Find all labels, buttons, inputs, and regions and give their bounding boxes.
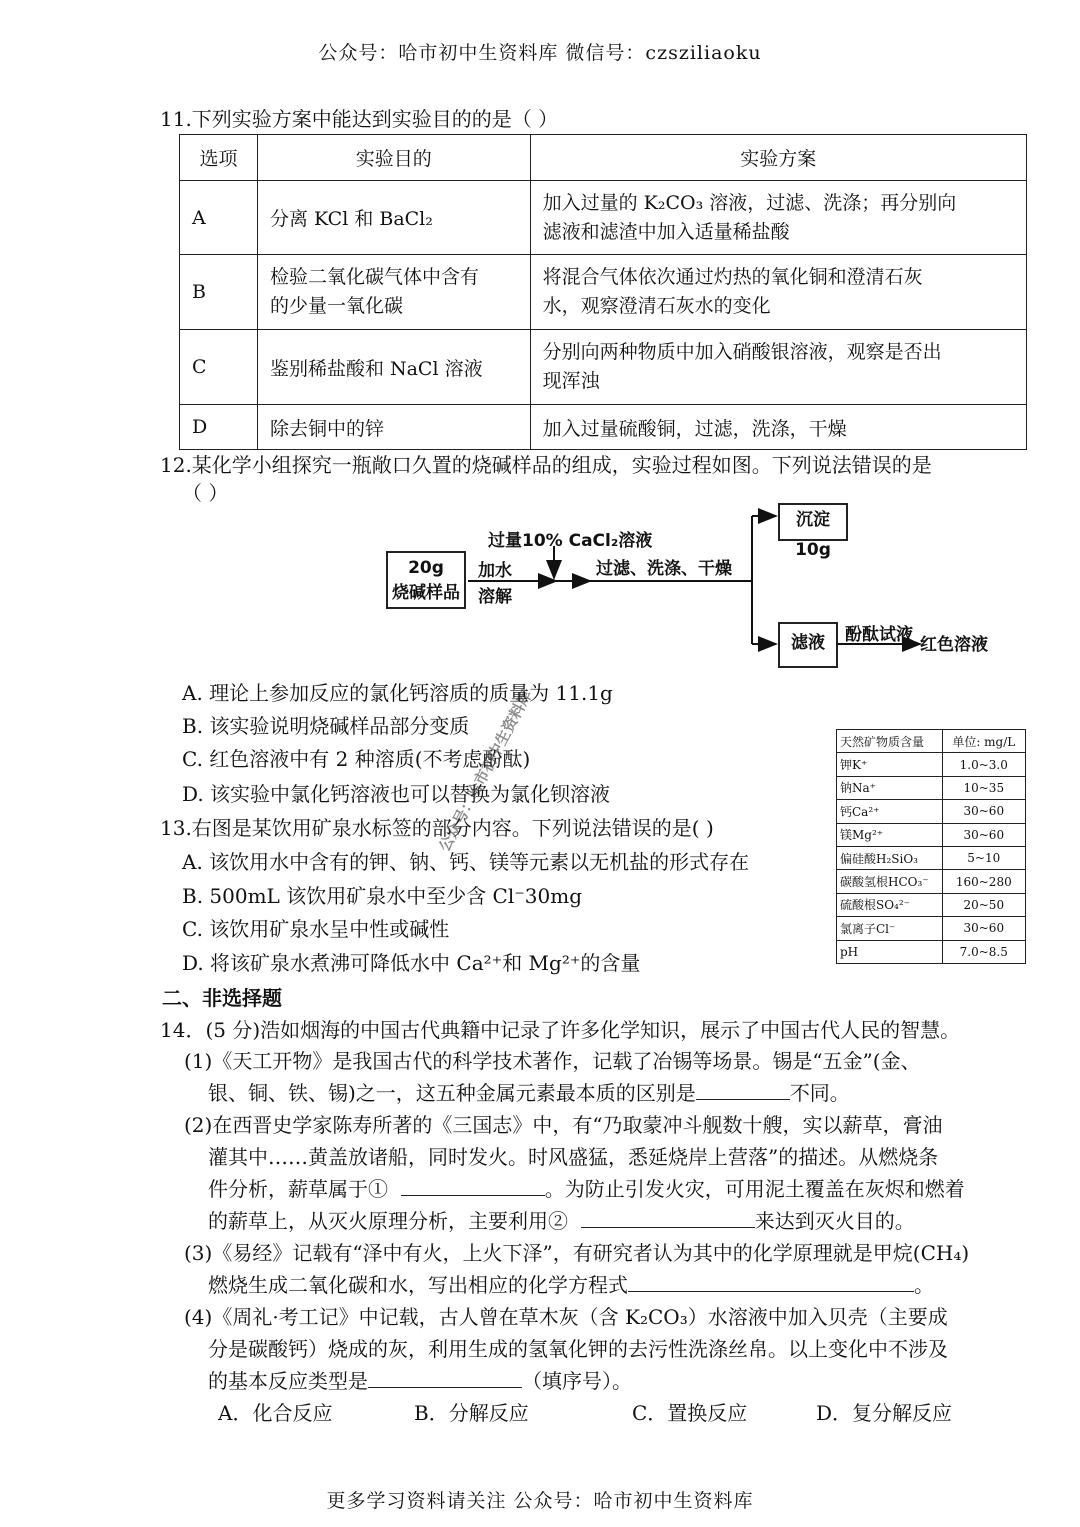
result-label: 红色溶液 [920, 635, 988, 655]
page-header: 公众号：哈市初中生资料库 微信号：czsziliaoku [318, 42, 762, 64]
q11-row-b-option: B [180, 255, 258, 330]
step-filter-label: 过滤、洗涤、干燥 [596, 559, 732, 579]
q14-p2-line1: (2)在西晋史学家陈寿所著的《三国志》中，有“乃取蒙冲斗舰数十艘，实以薪草，膏油 [184, 1113, 943, 1137]
q11-row-c-option: C [180, 330, 258, 405]
q11-row-b-goal-line: 检验二氧化碳气体中含有 [269, 266, 479, 288]
precipitate-box: 沉淀10g [778, 503, 848, 541]
mineral-row [837, 940, 1026, 963]
q11-row-a-goal: 分离 KCl 和 BaCl₂ [257, 181, 530, 255]
mineral-row [837, 870, 1026, 893]
reagent-label: 过量10% CaCl₂溶液 [488, 531, 653, 551]
mineral-name: 碳酸氢根HCO₃⁻ [837, 870, 943, 893]
q12-option-d: D. 该实验中氯化钙溶液也可以替换为氯化钡溶液 [182, 782, 611, 806]
mineral-header-unit: 单位: mg/L [942, 730, 1025, 753]
page-footer: 更多学习资料请关注 公众号：哈市初中生资料库 [326, 1490, 754, 1512]
q14-p2-text4: 的薪草上，从灭火原理分析，主要利用② [208, 1209, 568, 1233]
q14-p2-text3: 件分析，薪草属于① [208, 1177, 388, 1201]
q13-stem: 13.右图是某饮用矿泉水标签的部分内容。下列说法错误的是( ) [160, 816, 714, 840]
q11-row-c-plan-line2: 现浑浊 [542, 370, 600, 392]
mineral-row [837, 800, 1026, 823]
q14-p4-line3 [208, 1366, 632, 1396]
q11-row-a-plan-line1: 加入过量的 K₂CO₃ 溶液，过滤、洗涤；再分别向 [542, 191, 957, 214]
mineral-label-table [836, 729, 1026, 964]
mineral-row [837, 917, 1026, 940]
mineral-name: pH [837, 940, 943, 963]
mineral-row [837, 753, 1026, 776]
q14-choice-a: A．化合反应 [218, 1401, 333, 1425]
step-add-water: 加水 [478, 561, 512, 581]
q12-option-c: C. 红色溶液中有 2 种溶质(不考虑酚酞) [182, 747, 531, 771]
answer-blank-5[interactable] [368, 1367, 522, 1388]
q11-header-plan: 实验方案 [530, 135, 1026, 181]
q11-stem: 11.下列实验方案中能达到实验目的的是（ ） [160, 107, 559, 131]
q14-p2-line4 [208, 1206, 915, 1236]
q11-header-option: 选项 [180, 135, 258, 181]
q12-option-a: A. 理论上参加反应的氯化钙溶质的质量为 11.1g [182, 681, 613, 705]
q14-p3-tail: 。 [914, 1273, 934, 1297]
q11-row-b-goal-line: 的少量一氧化碳 [269, 295, 403, 317]
mineral-name: 氯离子Cl⁻ [837, 917, 943, 940]
q14-p2-line2: 灌其中……黄盖放诸船，同时发火。时风盛猛，悉延烧岸上营落”的描述。从燃烧条 [208, 1145, 939, 1169]
q11-row-d-plan: 加入过量硫酸铜，过滤，洗涤，干燥 [530, 405, 1026, 450]
q13-option-c: C. 该饮用矿泉水呈中性或碱性 [182, 917, 450, 941]
mineral-name: 钾K⁺ [837, 753, 943, 776]
answer-blank-2[interactable] [401, 1175, 545, 1196]
mineral-value: 160~280 [942, 870, 1025, 893]
mineral-value: 10~35 [942, 776, 1025, 799]
flow-arrows [0, 0, 1080, 700]
q14-stem: 14．(5 分)浩如烟海的中国古代典籍中记录了许多化学知识，展示了中国古代人民的智慧。 [160, 1018, 961, 1042]
q13-option-d: D. 将该矿泉水煮沸可降低水中 Ca²⁺和 Mg²⁺的含量 [182, 951, 641, 975]
answer-blank-3[interactable] [581, 1207, 755, 1228]
mineral-value: 7.0~8.5 [942, 940, 1025, 963]
q14-p2-tail3: 。为防止引发火灾，可用泥土覆盖在灰烬和燃着 [544, 1177, 965, 1201]
mineral-name: 镁Mg²⁺ [837, 823, 943, 846]
q14-p4-text: 的基本反应类型是 [208, 1369, 368, 1393]
q13-option-b: B. 500mL 该饮用矿泉水中至少含 Cl⁻30mg [182, 884, 583, 908]
q14-p3-line1: (3)《易经》记载有“泽中有火，上火下泽”，有研究者认为其中的化学原理就是甲烷(CH₄) [184, 1241, 970, 1265]
mineral-row [837, 823, 1026, 846]
q14-p3-text: 燃烧生成二氧化碳和水，写出相应的化学方程式 [208, 1273, 628, 1297]
mineral-name: 钙Ca²⁺ [837, 800, 943, 823]
q14-p1-text: 银、铜、铁、锡)之一，这五种金属元素最本质的区别是 [208, 1081, 696, 1105]
mineral-header-row [837, 730, 1026, 753]
q11-header-goal: 实验目的 [257, 135, 530, 181]
q11-row-d-option: D [180, 405, 258, 450]
q14-p1-line1: (1)《天工开物》是我国古代的科学技术著作，记载了冶锡等场景。锡是“五金”(金、 [184, 1049, 921, 1073]
q14-p4-tail: （填序号）。 [522, 1369, 632, 1393]
q14-p3-line2 [208, 1270, 934, 1300]
q11-row-a-plan-line2: 滤液和滤渣中加入适量稀盐酸 [542, 220, 790, 243]
mineral-value: 20~50 [942, 893, 1025, 916]
answer-blank-4[interactable] [628, 1271, 914, 1292]
mineral-row [837, 846, 1026, 869]
q13-option-a: A. 该饮用水中含有的钾、钠、钙、镁等元素以无机盐的形式存在 [182, 850, 750, 874]
q12-option-b: B. 该实验说明烧碱样品部分变质 [182, 714, 470, 738]
q14-p4-line1: (4)《周礼·考工记》中记载，古人曾在草木灰（含 K₂CO₃）水溶液中加入贝壳（主要成 [184, 1305, 948, 1329]
indicator-label: 酚酞试液 [845, 625, 913, 645]
mineral-row [837, 776, 1026, 799]
q11-row-c-plan-line1: 分别向两种物质中加入硝酸银溶液，观察是否出 [542, 341, 942, 363]
q14-choice-d: D．复分解反应 [816, 1401, 953, 1425]
filtrate-box: 滤液 [778, 622, 838, 668]
answer-blank-1[interactable] [696, 1079, 790, 1100]
mineral-value: 1.0~3.0 [942, 753, 1025, 776]
sample-mass: 20g [408, 558, 444, 578]
sample-name: 烧碱样品 [392, 583, 460, 603]
q11-row-d-goal: 除去铜中的锌 [257, 405, 530, 450]
mineral-name: 偏硅酸H₂SiO₃ [837, 846, 943, 869]
mineral-name: 硫酸根SO₄²⁻ [837, 893, 943, 916]
mineral-value: 30~60 [942, 917, 1025, 940]
q14-p1-tail: 不同。 [789, 1081, 850, 1105]
section-title: 二、非选择题 [162, 986, 282, 1010]
q11-row-b-plan-line2: 水，观察澄清石灰水的变化 [542, 295, 771, 317]
mineral-value: 5~10 [942, 846, 1025, 869]
mineral-value: 30~60 [942, 800, 1025, 823]
q14-p1-line2 [208, 1078, 850, 1108]
q14-p4-line2: 分是碳酸钙）烧成的灰，利用生成的氢氧化钾的去污性洗涤丝帛。以上变化中不涉及 [208, 1337, 948, 1361]
mineral-header-name: 天然矿物质含量 [837, 730, 943, 753]
q12-stem-paren: （ ） [182, 481, 229, 505]
q14-choice-b: B．分解反应 [414, 1401, 529, 1425]
q14-p2-line3 [208, 1174, 965, 1204]
q12-stem: 12.某化学小组探究一瓶敞口久置的烧碱样品的组成，实验过程如图。下列说法错误的是 [160, 453, 932, 477]
q11-row-b-plan-line1: 将混合气体依次通过灼热的氧化铜和澄清石灰 [542, 266, 923, 288]
q11-row-c-goal: 鉴别稀盐酸和 NaCl 溶液 [257, 330, 530, 405]
mineral-name: 钠Na⁺ [837, 776, 943, 799]
step-dissolve: 溶解 [478, 587, 512, 607]
watermark: 公众号：哈市初中生资料库 [435, 687, 536, 855]
mineral-row [837, 893, 1026, 916]
q11-row-a-option: A [180, 181, 258, 255]
q14-p2-tail4: 来达到灭火目的。 [754, 1209, 915, 1233]
q14-choice-c: C．置换反应 [632, 1401, 748, 1425]
mineral-value: 30~60 [942, 823, 1025, 846]
